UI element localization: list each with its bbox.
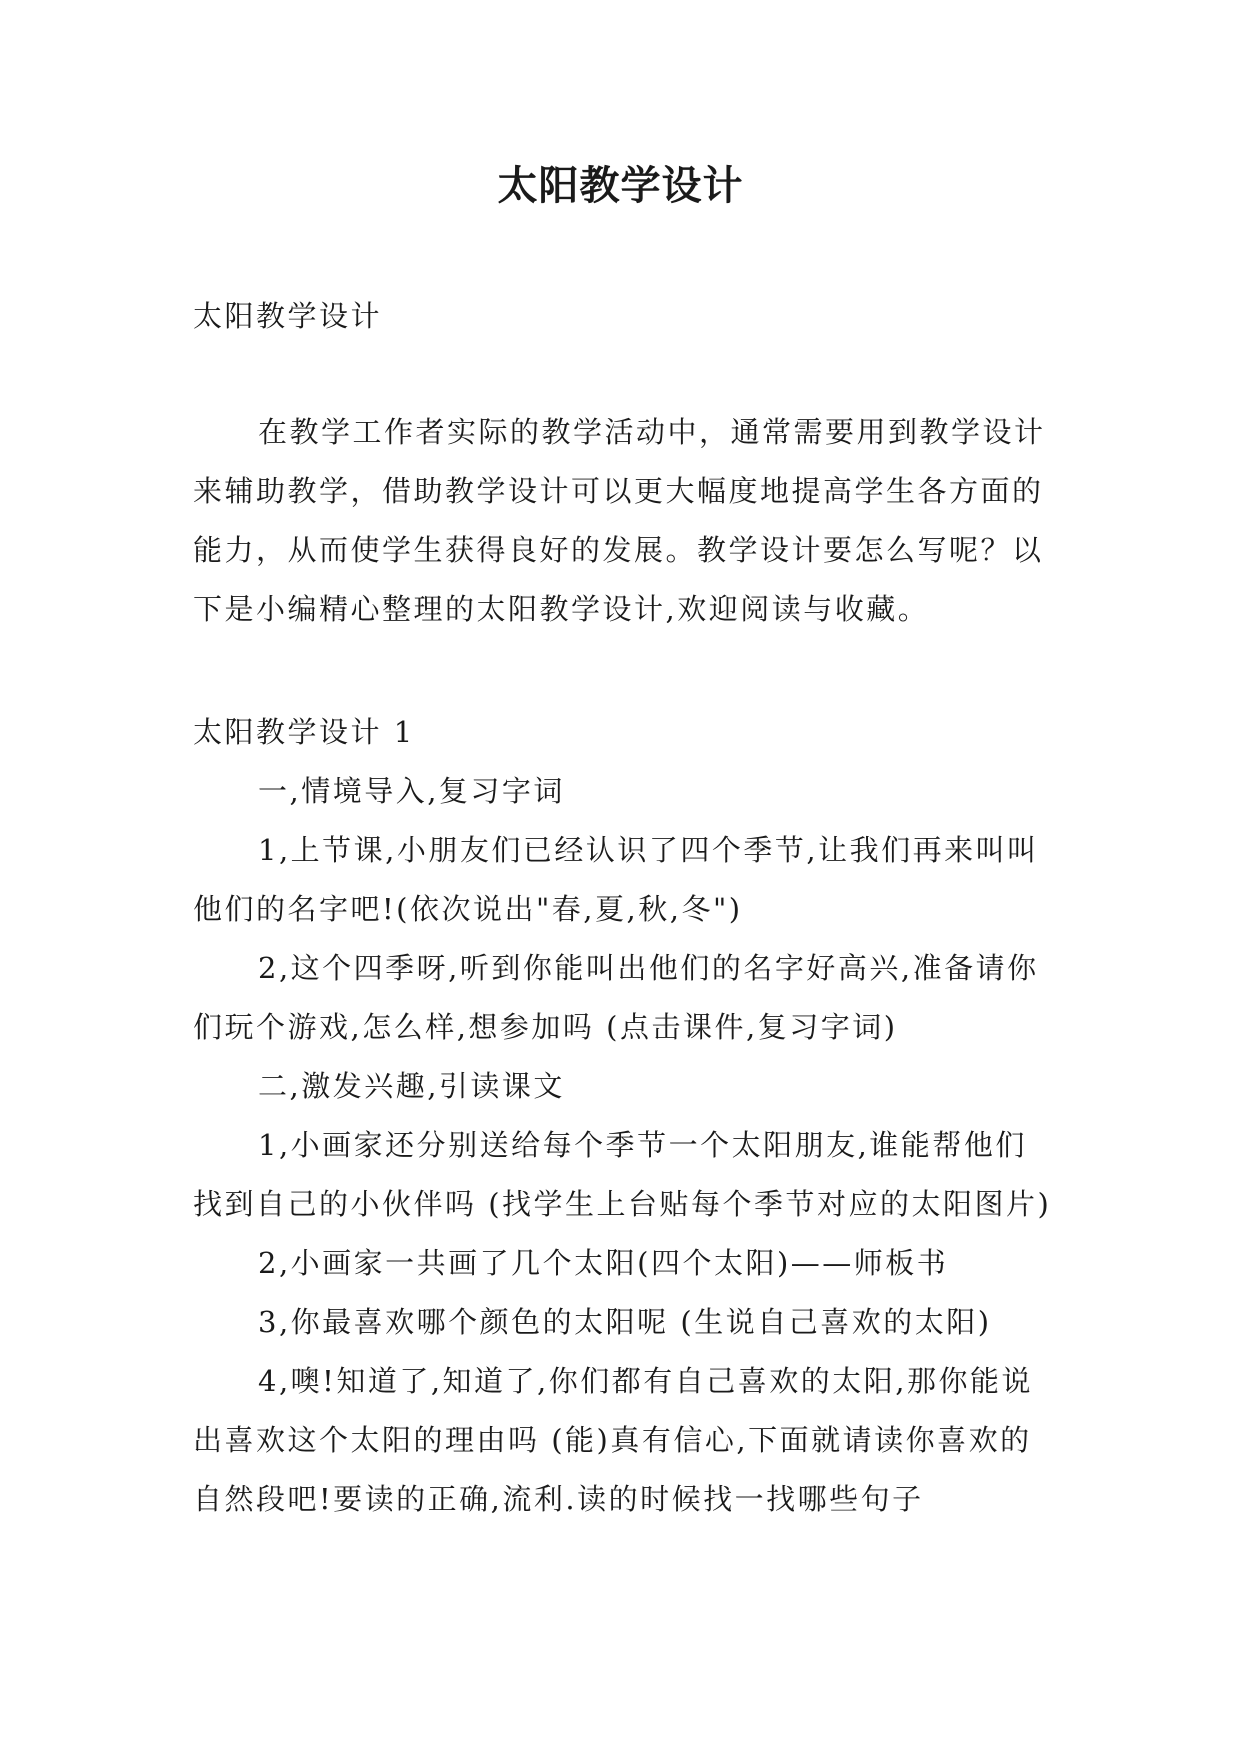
subtitle-text: 太阳教学设计 bbox=[193, 299, 383, 333]
intro-paragraph: 在教学工作者实际的教学活动中，通常需要用到教学设计来辅助教学，借助教学设计可以更大幅度地提高学生各方面的能力，从而使学生获得良好的发展。教学设计要怎么写呢？以下是小编精心整理的太阳教学设计,欢迎阅读与收藏。 bbox=[193, 415, 1046, 626]
paragraph: 二,激发兴趣,引读课文 bbox=[258, 1069, 565, 1103]
paragraph: 1,小画家还分别送给每个季节一个太阳朋友,谁能帮他们找到自己的小伙伴吗 (找学生上台贴每个季节对应的太阳图片) bbox=[193, 1128, 1052, 1221]
document-title: 太阳教学设计 bbox=[497, 163, 744, 209]
intro-paragraph-block bbox=[193, 403, 1055, 639]
paragraph: 1,上节课,小朋友们已经认识了四个季节,让我们再来叫叫他们的名字吧!(依次说出"春,夏,秋,冬") bbox=[193, 833, 1039, 926]
paragraph: 2,这个四季呀,听到你能叫出他们的名字好高兴,准备请你们玩个游戏,怎么样,想参加吗 (点击课件,复习字词) bbox=[193, 951, 1039, 1044]
paragraph: 一,情境导入,复习字词 bbox=[258, 774, 565, 808]
section-1 bbox=[193, 703, 1055, 1529]
paragraph: 3,你最喜欢哪个颜色的太阳呢 (生说自己喜欢的太阳) bbox=[258, 1305, 992, 1339]
section-heading: 太阳教学设计 1 bbox=[193, 715, 415, 749]
paragraph: 2,小画家一共画了几个太阳(四个太阳)——师板书 bbox=[258, 1246, 949, 1280]
document-subtitle bbox=[193, 287, 1055, 346]
paragraph: 4,噢!知道了,知道了,你们都有自己喜欢的太阳,那你能说出喜欢这个太阳的理由吗 (能)真有信心,下面就请读你喜欢的自然段吧!要读的正确,流利.读的时候找一找哪些句子 bbox=[193, 1364, 1033, 1516]
